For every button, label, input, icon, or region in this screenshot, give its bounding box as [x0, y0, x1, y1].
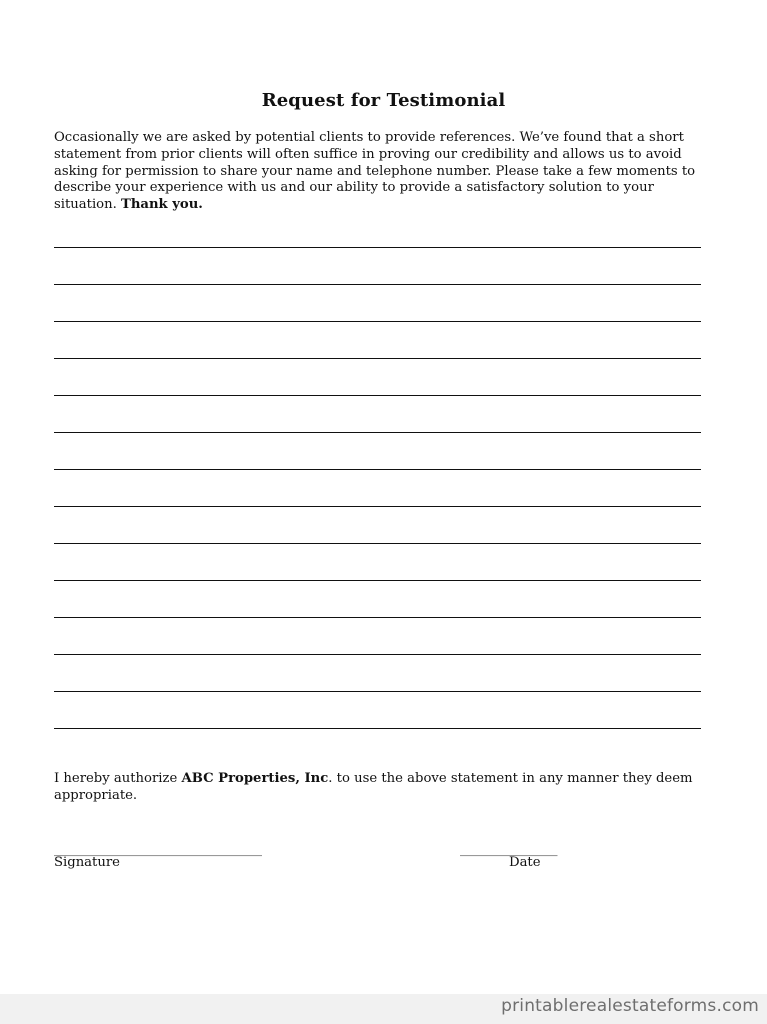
date-line[interactable]: _______________ — [460, 842, 558, 857]
signature-line[interactable]: ________________________________ — [54, 842, 262, 857]
authorization-statement — [54, 770, 714, 804]
site-watermark: printablerealestateforms.com — [501, 996, 759, 1016]
answer-line[interactable] — [54, 691, 701, 692]
footer-bar — [0, 994, 767, 1024]
answer-line[interactable] — [54, 543, 701, 544]
answer-line[interactable] — [54, 358, 701, 359]
answer-line[interactable] — [54, 247, 701, 248]
answer-line[interactable] — [54, 469, 701, 470]
authorization-suffix: . to use the above statement in any manner they deem appropriate. — [54, 771, 693, 803]
testimonial-answer-lines[interactable] — [54, 0, 701, 740]
intro-closing: Thank you. — [121, 197, 203, 213]
date-label: Date — [509, 855, 541, 870]
answer-line[interactable] — [54, 321, 701, 322]
answer-line[interactable] — [54, 506, 701, 507]
intro-text: Occasionally we are asked by potential clients to provide references. We’ve found that a short statement from prior clients will often suffice in proving our credibility and allows us to avoid asking for permission to share your name and telephone number. Please take a few moments to describe your experience with us and our ability to provide a satisfactory solution to your situation. — [54, 130, 696, 213]
answer-line[interactable] — [54, 395, 701, 396]
answer-line[interactable] — [54, 284, 701, 285]
signature-label: Signature — [54, 855, 120, 870]
answer-line[interactable] — [54, 654, 701, 655]
answer-line[interactable] — [54, 432, 701, 433]
document-title: Request for Testimonial — [261, 90, 506, 111]
answer-line[interactable] — [54, 728, 701, 729]
authorization-prefix: I hereby authorize — [54, 771, 178, 786]
answer-line[interactable] — [54, 580, 701, 581]
answer-line[interactable] — [54, 617, 701, 618]
company-name: ABC Properties, Inc — [181, 771, 329, 786]
